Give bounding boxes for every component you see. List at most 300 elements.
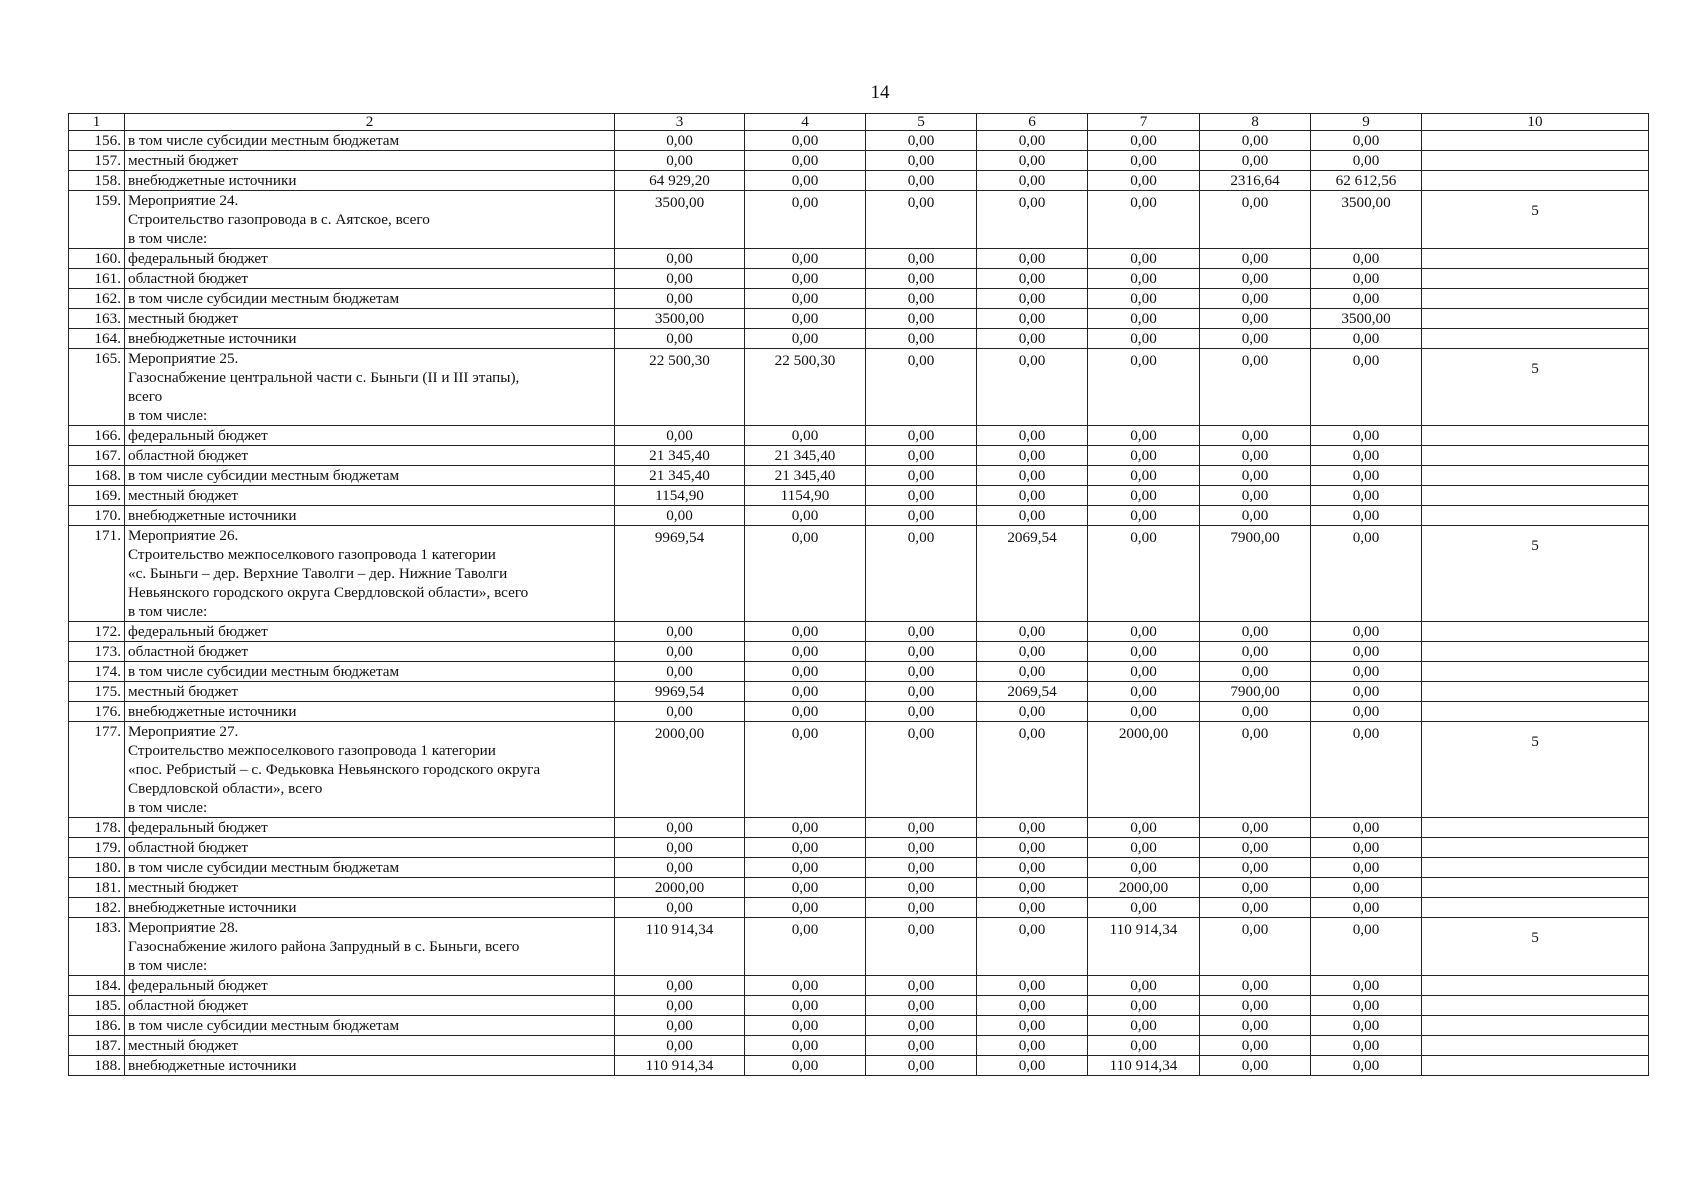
value-cell: 0,00 bbox=[977, 1016, 1088, 1036]
row-name: областной бюджет bbox=[125, 642, 615, 662]
value-cell: 0,00 bbox=[866, 642, 977, 662]
value-cell: 0,00 bbox=[1311, 349, 1422, 426]
value-cell: 0,00 bbox=[745, 898, 866, 918]
value-cell: 0,00 bbox=[1311, 446, 1422, 466]
value-cell: 0,00 bbox=[1088, 976, 1200, 996]
value-cell: 0,00 bbox=[1200, 976, 1311, 996]
value-cell: 0,00 bbox=[745, 662, 866, 682]
value-cell: 0,00 bbox=[1311, 682, 1422, 702]
row-name: Мероприятие 28. Газоснабжение жилого района Запрудный в с. Быньги, всего в том числе: bbox=[125, 918, 615, 976]
value-cell: 0,00 bbox=[977, 329, 1088, 349]
value-cell: 0,00 bbox=[615, 289, 745, 309]
value-cell: 0,00 bbox=[615, 1036, 745, 1056]
column-header: 8 bbox=[1200, 114, 1311, 131]
value-cell: 2316,64 bbox=[1200, 171, 1311, 191]
column-header: 7 bbox=[1088, 114, 1200, 131]
table-row bbox=[69, 682, 1649, 702]
value-cell: 0,00 bbox=[615, 662, 745, 682]
row-name: внебюджетные источники bbox=[125, 898, 615, 918]
value-cell: 0,00 bbox=[866, 976, 977, 996]
value-cell: 2000,00 bbox=[615, 722, 745, 818]
value-cell: 0,00 bbox=[745, 838, 866, 858]
value-cell: 0,00 bbox=[1200, 878, 1311, 898]
value-cell: 0,00 bbox=[615, 858, 745, 878]
row-number: 176. bbox=[69, 702, 125, 722]
value-cell: 0,00 bbox=[866, 996, 977, 1016]
value-cell: 0,00 bbox=[866, 329, 977, 349]
row-number: 179. bbox=[69, 838, 125, 858]
target-indicator-cell bbox=[1422, 838, 1649, 858]
value-cell: 0,00 bbox=[1088, 702, 1200, 722]
value-cell: 0,00 bbox=[745, 622, 866, 642]
target-indicator-cell bbox=[1422, 446, 1649, 466]
value-cell: 0,00 bbox=[977, 818, 1088, 838]
value-cell: 0,00 bbox=[1088, 506, 1200, 526]
value-cell: 0,00 bbox=[1311, 426, 1422, 446]
table-row bbox=[69, 486, 1649, 506]
target-indicator-cell bbox=[1422, 818, 1649, 838]
target-indicator-cell bbox=[1422, 466, 1649, 486]
value-cell: 21 345,40 bbox=[745, 466, 866, 486]
value-cell: 0,00 bbox=[1088, 289, 1200, 309]
row-name: областной бюджет bbox=[125, 269, 615, 289]
target-indicator-cell bbox=[1422, 682, 1649, 702]
value-cell: 0,00 bbox=[615, 269, 745, 289]
value-cell: 0,00 bbox=[1200, 838, 1311, 858]
value-cell: 2069,54 bbox=[977, 526, 1088, 622]
row-name: внебюджетные источники bbox=[125, 171, 615, 191]
row-number: 182. bbox=[69, 898, 125, 918]
value-cell: 0,00 bbox=[1311, 506, 1422, 526]
value-cell: 0,00 bbox=[615, 131, 745, 151]
row-number: 168. bbox=[69, 466, 125, 486]
target-indicator-cell bbox=[1422, 329, 1649, 349]
value-cell: 0,00 bbox=[1311, 1016, 1422, 1036]
value-cell: 0,00 bbox=[1200, 1016, 1311, 1036]
value-cell: 0,00 bbox=[866, 878, 977, 898]
row-name: областной бюджет bbox=[125, 996, 615, 1016]
value-cell: 0,00 bbox=[1311, 642, 1422, 662]
value-cell: 0,00 bbox=[745, 269, 866, 289]
value-cell: 2069,54 bbox=[977, 682, 1088, 702]
row-number: 164. bbox=[69, 329, 125, 349]
value-cell: 0,00 bbox=[1200, 1036, 1311, 1056]
value-cell: 0,00 bbox=[745, 722, 866, 818]
table-row bbox=[69, 249, 1649, 269]
value-cell: 0,00 bbox=[1311, 918, 1422, 976]
column-header: 4 bbox=[745, 114, 866, 131]
table-row bbox=[69, 918, 1649, 976]
value-cell: 0,00 bbox=[977, 426, 1088, 446]
row-name: Мероприятие 26. Строительство межпоселкового газопровода 1 категории «с. Быньги – дер. Верхние Таволги – дер. Нижние Таволги Невьянского городского округа Свердловской области», всего в том числе: bbox=[125, 526, 615, 622]
value-cell: 0,00 bbox=[745, 996, 866, 1016]
value-cell: 0,00 bbox=[1088, 131, 1200, 151]
value-cell: 0,00 bbox=[977, 702, 1088, 722]
value-cell: 0,00 bbox=[1200, 466, 1311, 486]
value-cell: 0,00 bbox=[615, 996, 745, 1016]
row-number: 165. bbox=[69, 349, 125, 426]
value-cell: 0,00 bbox=[1200, 642, 1311, 662]
value-cell: 110 914,34 bbox=[615, 918, 745, 976]
target-indicator-cell bbox=[1422, 996, 1649, 1016]
value-cell: 0,00 bbox=[1088, 486, 1200, 506]
table-row bbox=[69, 171, 1649, 191]
table-row bbox=[69, 131, 1649, 151]
value-cell: 0,00 bbox=[1200, 289, 1311, 309]
value-cell: 0,00 bbox=[1088, 682, 1200, 702]
table-row bbox=[69, 976, 1649, 996]
value-cell: 0,00 bbox=[1311, 898, 1422, 918]
target-indicator-cell bbox=[1422, 1036, 1649, 1056]
row-number: 186. bbox=[69, 1016, 125, 1036]
value-cell: 0,00 bbox=[1311, 662, 1422, 682]
value-cell: 0,00 bbox=[745, 858, 866, 878]
value-cell: 21 345,40 bbox=[615, 466, 745, 486]
table-row bbox=[69, 329, 1649, 349]
value-cell: 0,00 bbox=[615, 838, 745, 858]
target-indicator-cell bbox=[1422, 131, 1649, 151]
target-indicator-cell bbox=[1422, 642, 1649, 662]
value-cell: 0,00 bbox=[1088, 426, 1200, 446]
value-cell: 0,00 bbox=[1200, 918, 1311, 976]
row-number: 167. bbox=[69, 446, 125, 466]
value-cell: 0,00 bbox=[977, 289, 1088, 309]
value-cell: 0,00 bbox=[615, 642, 745, 662]
value-cell: 0,00 bbox=[866, 682, 977, 702]
value-cell: 0,00 bbox=[1088, 622, 1200, 642]
value-cell: 0,00 bbox=[615, 506, 745, 526]
row-name: местный бюджет bbox=[125, 486, 615, 506]
value-cell: 7900,00 bbox=[1200, 682, 1311, 702]
target-indicator-cell: 5 bbox=[1422, 722, 1649, 818]
value-cell: 0,00 bbox=[1088, 838, 1200, 858]
row-number: 162. bbox=[69, 289, 125, 309]
value-cell: 0,00 bbox=[866, 486, 977, 506]
row-name: областной бюджет bbox=[125, 838, 615, 858]
value-cell: 0,00 bbox=[745, 642, 866, 662]
row-name: местный бюджет bbox=[125, 309, 615, 329]
value-cell: 110 914,34 bbox=[1088, 918, 1200, 976]
value-cell: 0,00 bbox=[745, 1036, 866, 1056]
value-cell: 0,00 bbox=[866, 289, 977, 309]
column-header: 5 bbox=[866, 114, 977, 131]
value-cell: 0,00 bbox=[745, 329, 866, 349]
table-row bbox=[69, 1056, 1649, 1076]
value-cell: 0,00 bbox=[1088, 898, 1200, 918]
value-cell: 3500,00 bbox=[615, 191, 745, 249]
row-number: 166. bbox=[69, 426, 125, 446]
row-name: местный бюджет bbox=[125, 682, 615, 702]
target-indicator-cell bbox=[1422, 858, 1649, 878]
value-cell: 0,00 bbox=[1088, 818, 1200, 838]
row-name: внебюджетные источники bbox=[125, 329, 615, 349]
value-cell: 0,00 bbox=[977, 1036, 1088, 1056]
value-cell: 0,00 bbox=[615, 426, 745, 446]
value-cell: 0,00 bbox=[977, 858, 1088, 878]
row-number: 156. bbox=[69, 131, 125, 151]
row-number: 184. bbox=[69, 976, 125, 996]
row-name: внебюджетные источники bbox=[125, 506, 615, 526]
row-name: в том числе субсидии местным бюджетам bbox=[125, 1016, 615, 1036]
table-row bbox=[69, 289, 1649, 309]
target-indicator-cell bbox=[1422, 1016, 1649, 1036]
value-cell: 0,00 bbox=[1088, 996, 1200, 1016]
target-indicator-cell bbox=[1422, 151, 1649, 171]
value-cell: 0,00 bbox=[1200, 426, 1311, 446]
value-cell: 0,00 bbox=[1200, 996, 1311, 1016]
target-indicator-cell bbox=[1422, 1056, 1649, 1076]
target-indicator-cell: 5 bbox=[1422, 191, 1649, 249]
value-cell: 9969,54 bbox=[615, 526, 745, 622]
value-cell: 0,00 bbox=[745, 171, 866, 191]
value-cell: 0,00 bbox=[745, 249, 866, 269]
value-cell: 21 345,40 bbox=[615, 446, 745, 466]
value-cell: 0,00 bbox=[1311, 329, 1422, 349]
value-cell: 0,00 bbox=[1311, 1056, 1422, 1076]
target-indicator-cell bbox=[1422, 662, 1649, 682]
value-cell: 0,00 bbox=[1088, 329, 1200, 349]
value-cell: 0,00 bbox=[1311, 818, 1422, 838]
value-cell: 0,00 bbox=[977, 622, 1088, 642]
header-row bbox=[69, 114, 1649, 131]
row-number: 161. bbox=[69, 269, 125, 289]
value-cell: 0,00 bbox=[1088, 642, 1200, 662]
target-indicator-cell bbox=[1422, 269, 1649, 289]
column-header: 6 bbox=[977, 114, 1088, 131]
table-row bbox=[69, 818, 1649, 838]
value-cell: 0,00 bbox=[745, 976, 866, 996]
value-cell: 0,00 bbox=[866, 858, 977, 878]
value-cell: 0,00 bbox=[745, 151, 866, 171]
value-cell: 0,00 bbox=[745, 506, 866, 526]
value-cell: 0,00 bbox=[866, 249, 977, 269]
value-cell: 0,00 bbox=[866, 702, 977, 722]
value-cell: 0,00 bbox=[866, 662, 977, 682]
value-cell: 0,00 bbox=[1200, 486, 1311, 506]
table-row bbox=[69, 642, 1649, 662]
value-cell: 0,00 bbox=[866, 622, 977, 642]
value-cell: 0,00 bbox=[1200, 329, 1311, 349]
row-number: 169. bbox=[69, 486, 125, 506]
row-number: 157. bbox=[69, 151, 125, 171]
value-cell: 0,00 bbox=[1200, 151, 1311, 171]
table-row bbox=[69, 858, 1649, 878]
target-indicator-cell bbox=[1422, 426, 1649, 446]
value-cell: 0,00 bbox=[866, 269, 977, 289]
value-cell: 0,00 bbox=[866, 446, 977, 466]
table-row bbox=[69, 446, 1649, 466]
value-cell: 0,00 bbox=[1200, 446, 1311, 466]
value-cell: 0,00 bbox=[615, 1016, 745, 1036]
value-cell: 0,00 bbox=[977, 996, 1088, 1016]
value-cell: 0,00 bbox=[615, 249, 745, 269]
value-cell: 0,00 bbox=[1088, 1016, 1200, 1036]
value-cell: 0,00 bbox=[745, 191, 866, 249]
value-cell: 0,00 bbox=[1200, 349, 1311, 426]
row-name: в том числе субсидии местным бюджетам bbox=[125, 858, 615, 878]
value-cell: 0,00 bbox=[1088, 269, 1200, 289]
value-cell: 0,00 bbox=[1311, 151, 1422, 171]
value-cell: 0,00 bbox=[866, 1036, 977, 1056]
value-cell: 0,00 bbox=[866, 506, 977, 526]
value-cell: 0,00 bbox=[1200, 662, 1311, 682]
value-cell: 2000,00 bbox=[615, 878, 745, 898]
target-indicator-cell: 5 bbox=[1422, 526, 1649, 622]
column-header: 1 bbox=[69, 114, 125, 131]
value-cell: 0,00 bbox=[1311, 858, 1422, 878]
value-cell: 0,00 bbox=[1088, 249, 1200, 269]
row-name: в том числе субсидии местным бюджетам bbox=[125, 289, 615, 309]
table-row bbox=[69, 191, 1649, 249]
value-cell: 0,00 bbox=[1200, 622, 1311, 642]
row-name: Мероприятие 25. Газоснабжение центральной части с. Быньги (II и III этапы), всего в том числе: bbox=[125, 349, 615, 426]
table-row bbox=[69, 722, 1649, 818]
value-cell: 0,00 bbox=[977, 642, 1088, 662]
table-row bbox=[69, 526, 1649, 622]
value-cell: 0,00 bbox=[1088, 1036, 1200, 1056]
target-indicator-cell: 5 bbox=[1422, 918, 1649, 976]
column-header: 10 bbox=[1422, 114, 1649, 131]
value-cell: 0,00 bbox=[1200, 1056, 1311, 1076]
value-cell: 0,00 bbox=[1088, 191, 1200, 249]
table-row bbox=[69, 898, 1649, 918]
value-cell: 0,00 bbox=[745, 1056, 866, 1076]
table-row bbox=[69, 838, 1649, 858]
value-cell: 0,00 bbox=[745, 131, 866, 151]
value-cell: 3500,00 bbox=[615, 309, 745, 329]
value-cell: 2000,00 bbox=[1088, 722, 1200, 818]
value-cell: 0,00 bbox=[977, 976, 1088, 996]
value-cell: 0,00 bbox=[745, 1016, 866, 1036]
value-cell: 0,00 bbox=[977, 506, 1088, 526]
value-cell: 0,00 bbox=[866, 838, 977, 858]
row-number: 172. bbox=[69, 622, 125, 642]
row-name: Мероприятие 24. Строительство газопровода в с. Аятское, всего в том числе: bbox=[125, 191, 615, 249]
budget-table bbox=[68, 113, 1649, 1076]
row-number: 187. bbox=[69, 1036, 125, 1056]
value-cell: 0,00 bbox=[1200, 131, 1311, 151]
value-cell: 0,00 bbox=[1088, 349, 1200, 426]
value-cell: 0,00 bbox=[866, 526, 977, 622]
table-row bbox=[69, 1036, 1649, 1056]
row-name: федеральный бюджет bbox=[125, 818, 615, 838]
target-indicator-cell bbox=[1422, 486, 1649, 506]
value-cell: 0,00 bbox=[866, 818, 977, 838]
value-cell: 0,00 bbox=[615, 898, 745, 918]
row-name: федеральный бюджет bbox=[125, 976, 615, 996]
value-cell: 0,00 bbox=[1088, 858, 1200, 878]
page-number: 14 bbox=[870, 82, 890, 103]
value-cell: 0,00 bbox=[745, 682, 866, 702]
value-cell: 22 500,30 bbox=[745, 349, 866, 426]
value-cell: 0,00 bbox=[745, 702, 866, 722]
value-cell: 0,00 bbox=[1311, 249, 1422, 269]
value-cell: 0,00 bbox=[1088, 151, 1200, 171]
table-row bbox=[69, 702, 1649, 722]
value-cell: 0,00 bbox=[977, 878, 1088, 898]
target-indicator-cell bbox=[1422, 702, 1649, 722]
value-cell: 0,00 bbox=[977, 918, 1088, 976]
table-row bbox=[69, 349, 1649, 426]
value-cell: 0,00 bbox=[1311, 722, 1422, 818]
value-cell: 0,00 bbox=[866, 131, 977, 151]
value-cell: 62 612,56 bbox=[1311, 171, 1422, 191]
column-header: 9 bbox=[1311, 114, 1422, 131]
value-cell: 0,00 bbox=[745, 878, 866, 898]
value-cell: 0,00 bbox=[866, 426, 977, 446]
value-cell: 0,00 bbox=[977, 349, 1088, 426]
value-cell: 0,00 bbox=[745, 526, 866, 622]
value-cell: 0,00 bbox=[977, 838, 1088, 858]
value-cell: 0,00 bbox=[615, 622, 745, 642]
table-row bbox=[69, 466, 1649, 486]
value-cell: 0,00 bbox=[866, 466, 977, 486]
value-cell: 0,00 bbox=[1088, 171, 1200, 191]
row-number: 174. bbox=[69, 662, 125, 682]
value-cell: 110 914,34 bbox=[1088, 1056, 1200, 1076]
row-number: 158. bbox=[69, 171, 125, 191]
value-cell: 0,00 bbox=[1311, 466, 1422, 486]
value-cell: 110 914,34 bbox=[615, 1056, 745, 1076]
table-row bbox=[69, 309, 1649, 329]
value-cell: 0,00 bbox=[615, 702, 745, 722]
value-cell: 0,00 bbox=[1200, 191, 1311, 249]
value-cell: 0,00 bbox=[866, 898, 977, 918]
column-header: 3 bbox=[615, 114, 745, 131]
value-cell: 0,00 bbox=[866, 171, 977, 191]
table-row bbox=[69, 426, 1649, 446]
target-indicator-cell bbox=[1422, 309, 1649, 329]
table-row bbox=[69, 996, 1649, 1016]
target-indicator-cell bbox=[1422, 289, 1649, 309]
value-cell: 0,00 bbox=[1200, 249, 1311, 269]
value-cell: 0,00 bbox=[1088, 662, 1200, 682]
value-cell: 0,00 bbox=[1200, 702, 1311, 722]
target-indicator-cell: 5 bbox=[1422, 349, 1649, 426]
row-number: 177. bbox=[69, 722, 125, 818]
value-cell: 0,00 bbox=[866, 191, 977, 249]
row-name: местный бюджет bbox=[125, 878, 615, 898]
value-cell: 0,00 bbox=[1311, 131, 1422, 151]
row-name: федеральный бюджет bbox=[125, 622, 615, 642]
value-cell: 0,00 bbox=[866, 722, 977, 818]
target-indicator-cell bbox=[1422, 976, 1649, 996]
value-cell: 0,00 bbox=[745, 309, 866, 329]
value-cell: 0,00 bbox=[977, 151, 1088, 171]
row-number: 175. bbox=[69, 682, 125, 702]
row-name: в том числе субсидии местным бюджетам bbox=[125, 662, 615, 682]
value-cell: 22 500,30 bbox=[615, 349, 745, 426]
row-name: федеральный бюджет bbox=[125, 249, 615, 269]
value-cell: 0,00 bbox=[866, 1056, 977, 1076]
target-indicator-cell bbox=[1422, 878, 1649, 898]
value-cell: 0,00 bbox=[745, 818, 866, 838]
value-cell: 0,00 bbox=[1311, 996, 1422, 1016]
value-cell: 2000,00 bbox=[1088, 878, 1200, 898]
value-cell: 0,00 bbox=[1311, 622, 1422, 642]
value-cell: 0,00 bbox=[1200, 309, 1311, 329]
row-number: 185. bbox=[69, 996, 125, 1016]
row-number: 160. bbox=[69, 249, 125, 269]
value-cell: 0,00 bbox=[1311, 269, 1422, 289]
value-cell: 0,00 bbox=[1088, 526, 1200, 622]
row-name: в том числе субсидии местным бюджетам bbox=[125, 466, 615, 486]
value-cell: 0,00 bbox=[1311, 526, 1422, 622]
value-cell: 0,00 bbox=[1200, 722, 1311, 818]
row-number: 163. bbox=[69, 309, 125, 329]
value-cell: 0,00 bbox=[1311, 1036, 1422, 1056]
row-number: 188. bbox=[69, 1056, 125, 1076]
